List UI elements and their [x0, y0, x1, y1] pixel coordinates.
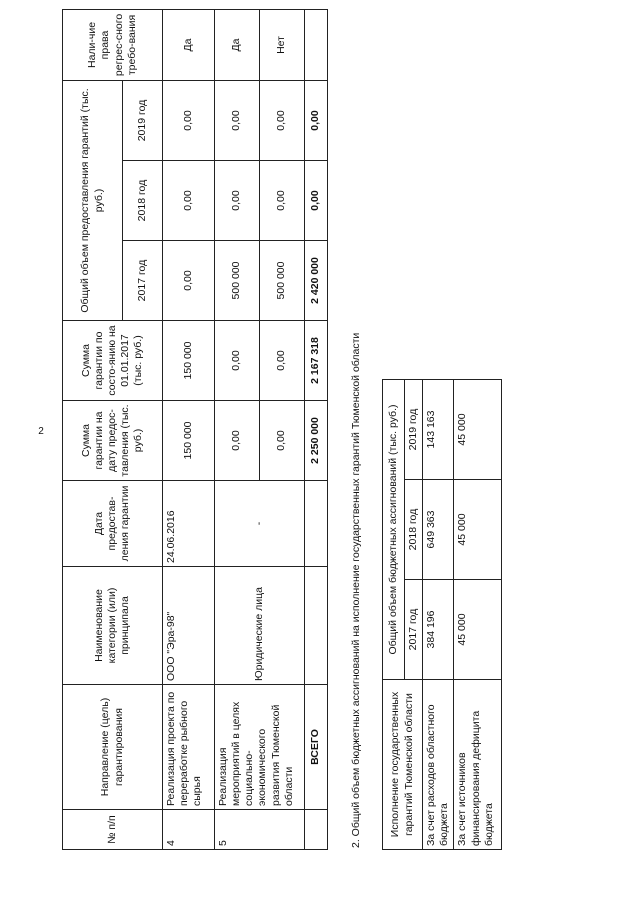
allocations-row-label: За счет расходов областного бюджета: [423, 680, 454, 850]
row-sum-on-date: 0,00: [215, 401, 260, 481]
allocations-header-left: Исполнение государственных гарантий Тюменской области: [383, 680, 423, 850]
col-header-year-2018: 2018 год: [123, 161, 163, 241]
allocations-table: [382, 379, 502, 850]
allocations-header-group: Общий объем бюджетных ассигнований (тыс. руб.): [383, 380, 405, 680]
allocations-value-2019: 143 163: [423, 380, 454, 480]
allocations-value-2018: 649 363: [423, 480, 454, 580]
row-2019: 0,00: [260, 80, 305, 160]
table-row: [163, 9, 215, 849]
row-sum-on-date: 0,00: [260, 401, 305, 481]
col-header-regress: Нали-чие права регрес-сного требо-вания: [63, 9, 163, 80]
row-2017: 500 000: [215, 241, 260, 321]
row-sum-on-date: 150 000: [163, 401, 215, 481]
row-2017: 500 000: [260, 241, 305, 321]
col-header-year-2019: 2019 год: [123, 80, 163, 160]
row-date: 24.06.2016: [163, 481, 215, 567]
col-header-date: Дата предостав-ления гарантии: [63, 481, 163, 567]
allocations-value-2018: 45 000: [454, 480, 502, 580]
row-sum-as-of: 150 000: [163, 321, 215, 401]
allocations-year-2018: 2018 год: [405, 480, 423, 580]
row-number: 5: [215, 810, 305, 850]
total-label: ВСЕГО: [305, 685, 328, 810]
allocations-year-2019: 2019 год: [405, 380, 423, 480]
guarantees-table: [62, 9, 328, 850]
col-header-sum-on-date: Сумма гарантии на дату предос-тавления (тыс. руб.): [63, 401, 163, 481]
row-2019: 0,00: [215, 80, 260, 160]
total-2019: 0,00: [305, 80, 328, 160]
row-2018: 0,00: [215, 161, 260, 241]
total-2018: 0,00: [305, 161, 328, 241]
guarantees-table-container: [62, 10, 327, 850]
date-dash: -: [252, 521, 265, 526]
allocations-value-2017: 384 196: [423, 580, 454, 680]
total-row: [305, 9, 328, 849]
allocations-row-label: За счет источников финансирования дефицита бюджета: [454, 680, 502, 850]
total-sum-on-date: 2 250 000: [305, 401, 328, 481]
total-2017: 2 420 000: [305, 241, 328, 321]
row-regress: Да: [215, 9, 260, 80]
col-header-total-volume: Общий объем предоставления гарантий (тыс. руб.): [63, 80, 123, 320]
row-sum-as-of: 0,00: [260, 321, 305, 401]
section-title: 2. Общий объем бюджетных ассигнований на исполнение государственных гарантий Тюменской области: [350, 332, 362, 848]
allocations-table-container: [382, 380, 495, 850]
row-sum-as-of: 0,00: [215, 321, 260, 401]
row-2017: 0,00: [163, 241, 215, 321]
page-number: 2: [38, 426, 44, 437]
col-header-year-2017: 2017 год: [123, 241, 163, 321]
row-number: 4: [163, 810, 215, 850]
row-category: ООО "Эра-98": [163, 567, 215, 685]
allocations-year-2017: 2017 год: [405, 580, 423, 680]
table-row: [423, 380, 454, 850]
col-header-direction: Направление (цель) гарантирования: [63, 685, 163, 810]
total-sum-as-of: 2 167 318: [305, 321, 328, 401]
col-header-sum-as-of: Сумма гарантии по состо-янию на 01.01.2017 (тыс. руб.): [63, 321, 163, 401]
row-2019: 0,00: [163, 80, 215, 160]
table-row: [215, 9, 260, 849]
col-header-number: № п/п: [63, 810, 163, 850]
row-2018: 0,00: [260, 161, 305, 241]
row-2018: 0,00: [163, 161, 215, 241]
row-regress: Да: [163, 9, 215, 80]
row-regress: Нет: [260, 9, 305, 80]
allocations-value-2017: 45 000: [454, 580, 502, 680]
row-direction: Реализация проекта по переработке рыбного сырья: [163, 685, 215, 810]
row-category: Юридические лица: [215, 567, 305, 685]
table-row: [454, 380, 502, 850]
row-direction: Реализация мероприятий в целях социально-экономического развития Тюменской области: [215, 685, 305, 810]
col-header-category: Наименование категории (или) принципала: [63, 567, 163, 685]
allocations-value-2019: 45 000: [454, 380, 502, 480]
row-date: [215, 481, 305, 567]
